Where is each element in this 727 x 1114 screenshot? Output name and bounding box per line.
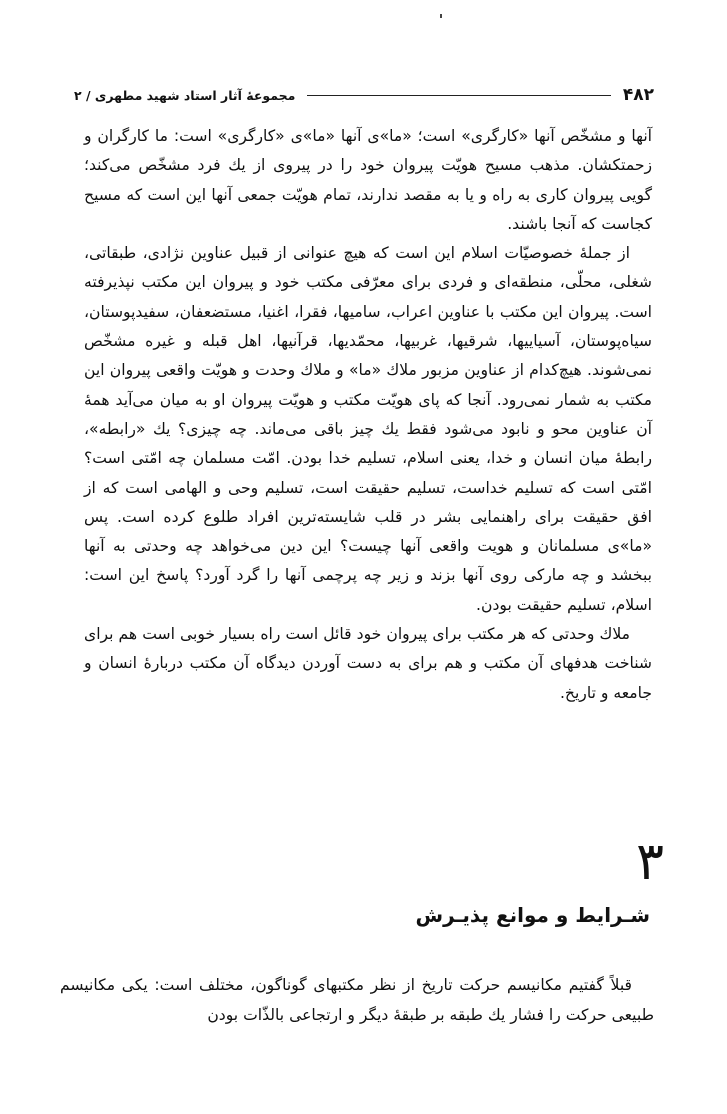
body-text <box>84 122 652 708</box>
body-paragraph-2: از جملهٔ خصوصیّات اسلام این است که هیچ عنوانی از قبیل عناوین نژادی، طبقاتی، شغلی، محلّی، منطقه‌ای و فردی برای معرّفی مکتب خود و پیروان این مکتب نپذیرفته است. پیروان این مکتب با عناوین اعراب، سامیها، فقرا، اغنیا، مستضعفان، سفیدپوستان، سیاه‌پوستان، آسیاییها، شرقیها، غربیها، محمّدیها، قرآنیها، اهل قبله و غیره مشخّص نمی‌شوند. هیچ‌کدام از عناوین مزبور ملاك «ما» و ملاك وحدت و هویّت واقعی پیروان این مکتب به شمار نمی‌رود. آنجا که پای هویّت مکتب و هویّت پیروان او به میان می‌آید همهٔ آن عناوین محو و نابود می‌شود فقط یك چیز باقی می‌ماند. چه چیزی؟ یك «رابطه»، رابطهٔ میان انسان و خدا، یعنی اسلام، تسلیم خدا بودن. امّت مسلمان چه امّتی است؟ امّتی است که تسلیم خداست، تسلیم حقیقت است، تسلیم وحی و الهامی است که از افق حقیقت برای راهنمایی بشر در قلب شایسته‌ترین افراد طلوع کرده است. پس «ما»ی مسلمانان و هویت واقعی آنها چیست؟ این دین می‌خواهد چه وحدتی به آنها ببخشد و چه مارکی روی آنها بزند و زیر چه پرچمی آنها را گرد آورد؟ پاسخ این است: اسلام، تسلیم حقیقت بودن. <box>84 244 652 614</box>
scan-speck <box>440 14 442 18</box>
chapter-title: شـرایط و موانع پذیـرش <box>415 903 650 927</box>
chapter-number: ۳ <box>636 832 664 892</box>
body-paragraph-1: آنها و مشخّص آنها «کارگری» است؛ «ما»ی آنها «ما»ی «کارگری» است: ما کارگران و زحمتکشان. مذهب مسیح هویّت پیروان خود را در پیروی از یك فرد مشخّص می‌کند؛ گویی پیروان کاری به راه و یا به مقصد ندارند، تمام هویّت جمعی آنها این است که مسیح کجاست که آنجا باشند. <box>84 127 652 233</box>
header-rule <box>307 95 611 96</box>
page-number: ۴۸۲ <box>622 85 654 105</box>
section-paragraph-1: قبلاً گفتیم مکانیسم حرکت تاریخ از نظر مکتبهای گوناگون، مختلف است: یکی مکانیسم طبیعی حرکت را فشار یك طبقه بر طبقهٔ دیگر و ارتجاعی بالذّات بودن <box>60 976 654 1024</box>
body-paragraph-3: ملاك وحدتی که هر مکتب برای پیروان خود قائل است راه بسیار خوبی است هم برای شناخت هدفهای آن مکتب و هم برای به دست آوردن دیدگاه آن مکتب دربارهٔ انسان و جامعه و تاریخ. <box>84 625 652 702</box>
series-title: مجموعهٔ آثار استاد شهید مطهری / ۲ <box>74 87 296 103</box>
running-header <box>74 84 654 106</box>
section-text <box>60 970 654 1030</box>
